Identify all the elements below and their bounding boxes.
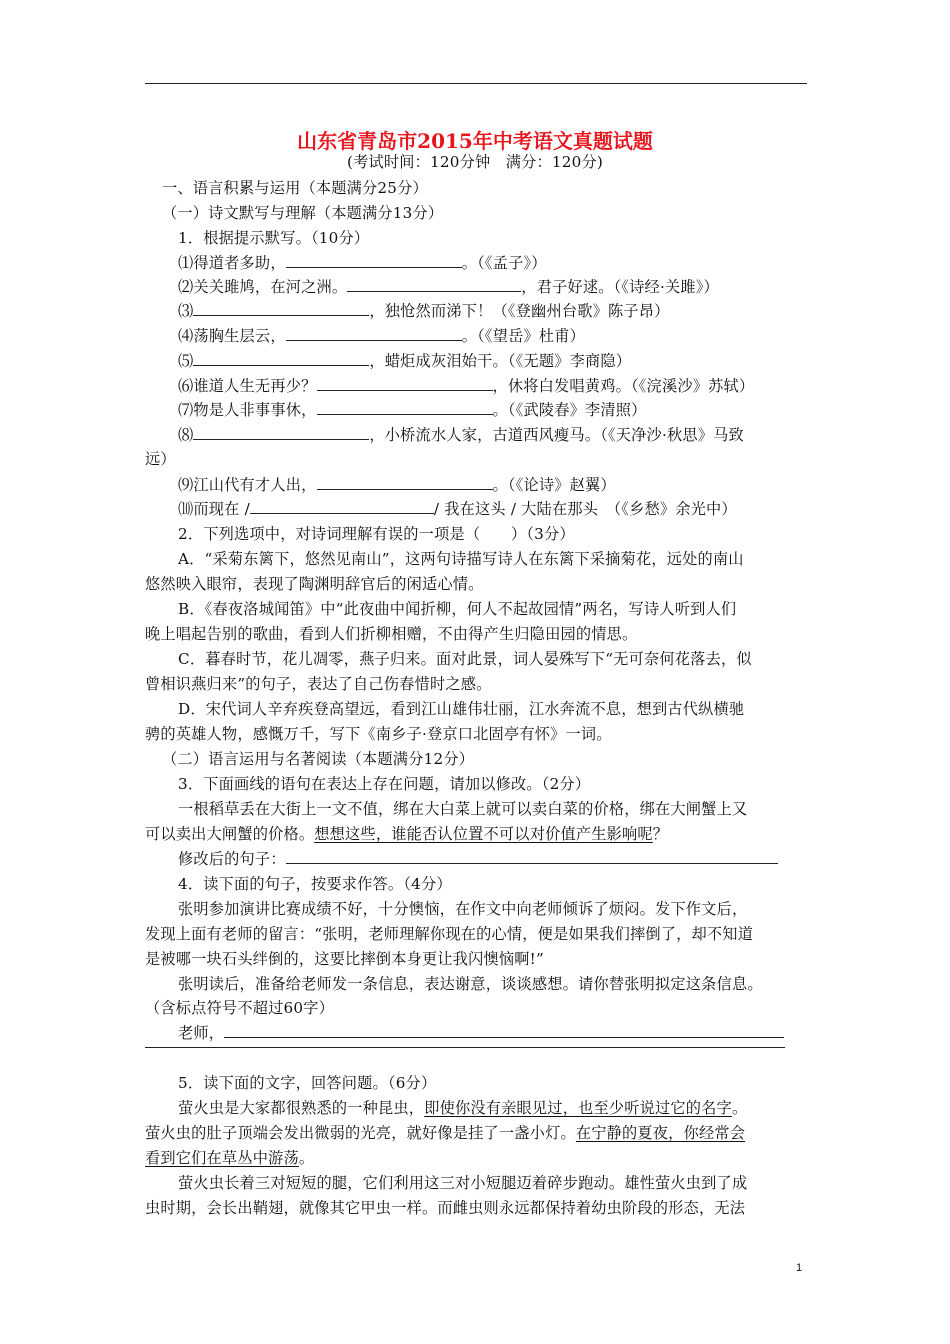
underlined-sentence: 即使你没有亲眼见过，也至少听说过它的名字 — [424, 1099, 732, 1117]
question-2: 2．下列选项中，对诗词理解有误的一项是（ ）（3分） — [178, 525, 575, 543]
q1-item-9: ⑼江山代有才人出， 。（《论诗》赵翼） — [178, 476, 616, 494]
q1-item-8: ⑻ ，小桥流水人家，古道西风瘦马。（《天净沙·秋思》马致 — [178, 426, 744, 444]
q1-item-6: ⑹谁道人生无再少？ ，休将白发唱黄鸡。（《浣溪沙》苏轼） — [178, 377, 755, 395]
q2-option-c-cont: 曾相识燕归来”的句子，表达了自己伤春惜时之感。 — [145, 675, 492, 693]
subsection-heading: （二）语言运用与名著阅读（本题满分12分） — [162, 750, 475, 768]
q5-passage: 虫时期，会长出鞘翅，就像其它甲虫一样。而雌虫则永远都保持着幼虫阶段的形态，无法 — [145, 1199, 746, 1217]
q4-text: （含标点符号不超过60字） — [145, 999, 334, 1017]
header-rule — [145, 83, 807, 84]
q1-item-7: ⑺物是人非事事休， 。（《武陵春》李清照） — [178, 401, 647, 419]
answer-blank[interactable] — [193, 351, 369, 366]
q1-item-4: ⑷荡胸生层云， 。（《望岳》杜甫） — [178, 327, 586, 345]
underlined-sentence: 想想这些，谁能否认位置不可以对价值产生影响呢 — [314, 825, 653, 843]
exam-info: (考试时间：120分钟 满分：120分) — [346, 153, 604, 171]
q1-item-10: ⑽而现在 / / 我在这头 / 大陆在那头 （《乡愁》余光中） — [178, 500, 737, 518]
q4-text: 发现上面有老师的留言：“张明，老师理解你现在的心情，便是如果我们摔倒了，却不知道 — [145, 925, 754, 943]
answer-line[interactable] — [145, 1047, 785, 1048]
q3-text-cont: 可以卖出大闸蟹的价格。想想这些，谁能否认位置不可以对价值产生影响呢？ — [145, 825, 669, 843]
question-4: 4．读下面的句子，按要求作答。（4分） — [178, 875, 452, 893]
subsection-heading: （一）诗文默写与理解（本题满分13分） — [162, 204, 444, 222]
q4-text: 张明读后，准备给老师发一条信息，表达谢意，谈谈感想。请你替张明拟定这条信息。 — [178, 975, 763, 993]
q5-passage: 萤火虫是大家都很熟悉的一种昆虫，即使你没有亲眼见过，也至少听说过它的名字。 — [178, 1099, 748, 1117]
answer-blank[interactable] — [286, 326, 462, 341]
page-title: 山东省青岛市2015年中考语文真题试题 — [297, 129, 653, 153]
q4-text: 张明参加演讲比赛成绩不好，十分懊恼，在作文中向老师倾诉了烦闷。发下作文后， — [178, 900, 748, 918]
q2-option-b-cont: 晚上唱起告别的歌曲，看到人们折柳相赠，不由得产生归隐田园的情思。 — [145, 625, 638, 643]
q1-item-2: ⑵关关雎鸠，在河之洲。 ，君子好逑。（《诗经·关雎》） — [178, 278, 719, 296]
answer-blank[interactable] — [317, 475, 493, 490]
answer-blank[interactable] — [286, 253, 462, 268]
q3-text: 一根稻草丢在大街上一文不值，绑在大白菜上就可以卖白菜的价格，绑在大闸蟹上又 — [178, 800, 748, 818]
q1-item-8-cont: 远） — [145, 450, 176, 468]
q2-option-c: C．暮春时节，花儿凋零，燕子归来。面对此景，词人晏殊写下“无可奈何花落去，似 — [178, 650, 752, 668]
answer-blank[interactable] — [224, 1023, 784, 1038]
answer-blank[interactable] — [193, 301, 369, 316]
q2-option-d: D．宋代词人辛弃疾登高望远，看到江山雄伟壮丽，江水奔流不息，想到古代纵横驰 — [178, 700, 745, 718]
question-1: 1．根据提示默写。（10分） — [178, 229, 370, 247]
answer-blank[interactable] — [317, 376, 493, 391]
q3-answer-line: 修改后的句子： — [178, 849, 810, 869]
answer-blank[interactable] — [347, 277, 521, 292]
answer-blank[interactable] — [250, 499, 434, 514]
answer-blank[interactable] — [193, 425, 369, 440]
q2-option-b: B．《春夜洛城闻笛》中“此夜曲中闻折柳，何人不起故园情”两名，写诗人听到人们 — [178, 600, 737, 618]
q5-passage: 看到它们在草丛中游荡。 — [145, 1149, 315, 1167]
section-heading: 一、语言积累与运用（本题满分25分） — [162, 179, 428, 197]
q5-passage: 萤火虫长着三对短短的腿，它们利用这三对小短腿迈着碎步跑动。雄性萤火虫到了成 — [178, 1174, 748, 1192]
q4-text: 是被哪一块石头绊倒的，这要比摔倒本身更让我闪懊恼啊!” — [145, 950, 544, 968]
answer-blank[interactable] — [286, 849, 778, 864]
question-3: 3．下面画线的语句在表达上存在问题，请加以修改。（2分） — [178, 775, 591, 793]
answer-blank[interactable] — [317, 400, 493, 415]
q2-option-a: A．“采菊东篱下，悠然见南山”，这两句诗描写诗人在东篱下采摘菊花，远处的南山 — [178, 550, 744, 568]
q4-answer-line: 老师， — [178, 1023, 810, 1043]
q5-passage: 萤火虫的肚子顶端会发出微弱的光亮，就好像是挂了一盏小灯。在宁静的夏夜，你经常会 — [145, 1124, 746, 1142]
page-number: 1 — [796, 1262, 803, 1274]
underlined-sentence: 看到它们在草丛中游荡 — [145, 1149, 299, 1167]
q1-item-5: ⑸ ，蜡炬成灰泪始干。（《无题》李商隐） — [178, 352, 632, 370]
q2-option-d-cont: 骋的英雄人物，感慨万千，写下《南乡子·登京口北固亭有怀》一词。 — [145, 725, 612, 743]
underlined-sentence: 在宁静的夏夜，你经常会 — [575, 1124, 746, 1142]
q2-option-a-cont: 悠然映入眼帘，表现了陶渊明辞官后的闲适心情。 — [145, 575, 484, 593]
q1-item-3: ⑶ ，独怆然而涕下！（《登幽州台歌》陈子昂） — [178, 302, 670, 320]
q1-item-1: ⑴得道者多助， 。（《孟子》） — [178, 254, 547, 272]
question-5: 5．读下面的文字，回答问题。（6分） — [178, 1074, 437, 1092]
